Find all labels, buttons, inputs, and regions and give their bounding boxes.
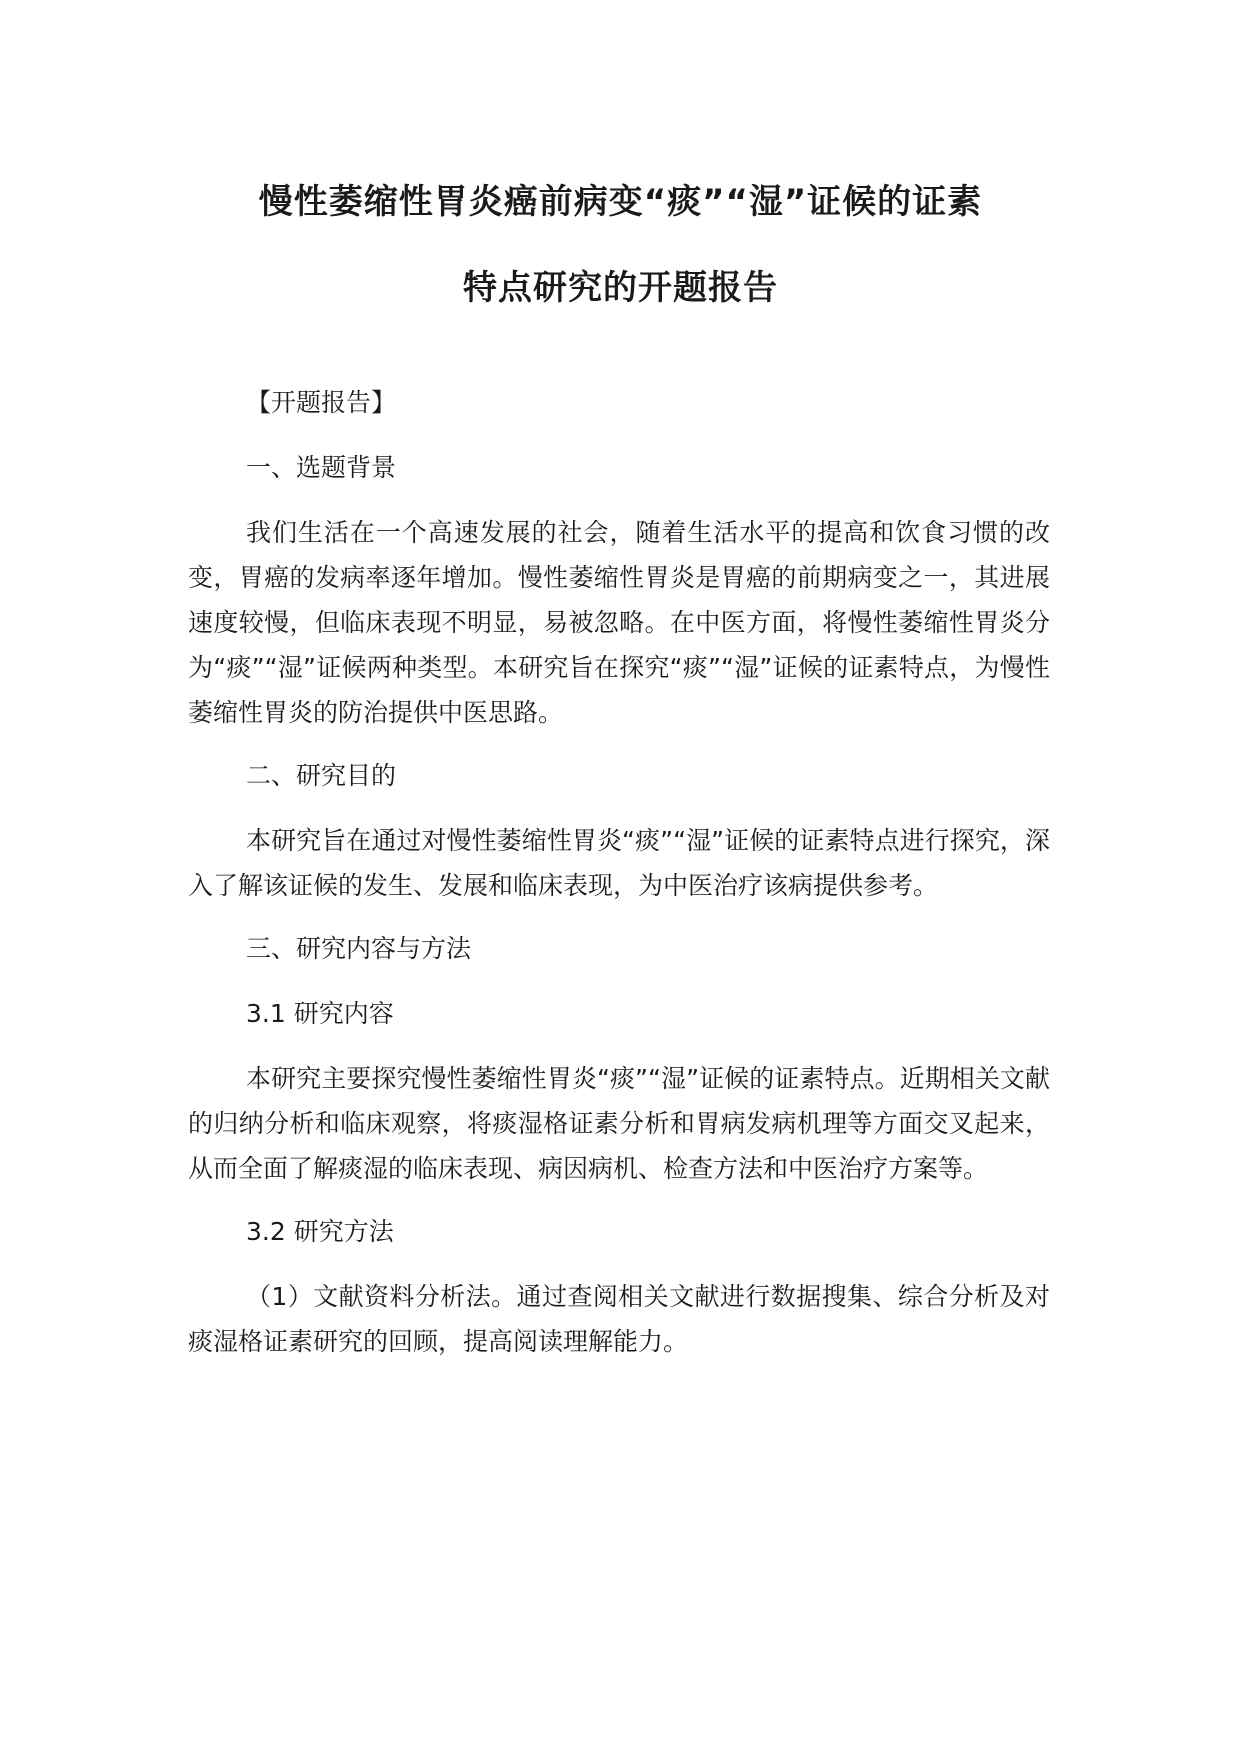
document-title-line-1: 慢性萎缩性胃炎癌前病变“痰”“湿”证候的证素 [258, 182, 983, 222]
section-heading-content-method: 三、研究内容与方法 [246, 934, 472, 963]
section-heading-background: 一、选题背景 [246, 453, 397, 482]
subsection-heading-method: 3.2 研究方法 [246, 1217, 394, 1246]
paragraph-method-literature: （1）文献资料分析法。通过查阅相关文献进行数据搜集、综合分析及对痰湿格证素研究的回顾，提高阅读理解能力。 [188, 1282, 1050, 1356]
paragraph-purpose: 本研究旨在通过对慢性萎缩性胃炎“痰”“湿”证候的证素特点进行探究，深入了解该证候的发生、发展和临床表现，为中医治疗该病提供参考。 [188, 826, 1050, 900]
paragraph-background: 我们生活在一个高速发展的社会，随着生活水平的提高和饮食习惯的改变，胃癌的发病率逐年增加。慢性萎缩性胃炎是胃癌的前期病变之一，其进展速度较慢，但临床表现不明显，易被忽略。在中医方面，将慢性萎缩性胃炎分为“痰”“湿”证候两种类型。本研究旨在探究“痰”“湿”证候的证素特点，为慢性萎缩性胃炎的防治提供中医思路。 [188, 518, 1050, 727]
subsection-heading-content: 3.1 研究内容 [246, 999, 394, 1028]
document-title-line-2: 特点研究的开题报告 [463, 268, 778, 308]
section-heading-purpose: 二、研究目的 [246, 761, 397, 790]
document-body [188, 380, 1050, 1364]
report-tag: 【开题报告】 [246, 388, 397, 417]
paragraph-content: 本研究主要探究慢性萎缩性胃炎“痰”“湿”证候的证素特点。近期相关文献的归纳分析和临床观察，将痰湿格证素分析和胃病发病机理等方面交叉起来，从而全面了解痰湿的临床表现、病因病机、检查方法和中医治疗方案等。 [188, 1064, 1050, 1183]
